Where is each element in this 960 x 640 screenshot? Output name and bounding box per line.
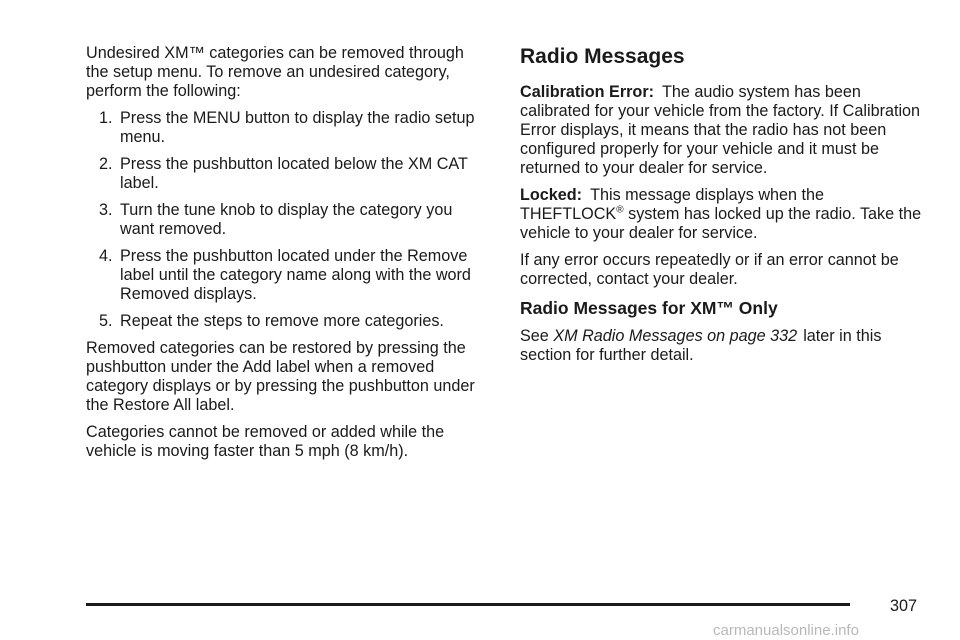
calibration-term: Calibration Error: [520, 83, 655, 101]
step-text: Repeat the steps to remove more categories. [120, 312, 444, 330]
intro-paragraph: Undesired XM™ categories can be removed through the setup menu. To remove an undesired category, perform the following: [86, 44, 464, 100]
step-number: 4. [99, 247, 113, 265]
removal-steps-list [86, 109, 486, 331]
step-item [86, 155, 486, 193]
step-text: Press the pushbutton located below the XM CAT label. [120, 155, 468, 192]
step-text: Turn the tune knob to display the category you want removed. [120, 201, 453, 238]
restore-paragraph: Removed categories can be restored by pressing the pushbutton under the Add label when a removed category displays or by pressing the pushbutton under the Restore All label. [86, 339, 475, 414]
subsection-title: Radio Messages for XM™ Only [520, 298, 778, 318]
left-column [86, 44, 486, 469]
xm-only-paragraph [520, 327, 925, 365]
locked-term: Locked: [520, 186, 583, 204]
step-item [86, 201, 486, 239]
step-number: 5. [99, 312, 113, 330]
step-item [86, 247, 486, 304]
calibration-paragraph [520, 83, 925, 178]
step-number: 2. [99, 155, 113, 173]
registered-mark: ® [616, 204, 624, 216]
cross-reference-link[interactable]: XM Radio Messages on page 332 [553, 327, 798, 345]
repeat-error-paragraph: If any error occurs repeatedly or if an error cannot be corrected, contact your dealer. [520, 251, 899, 288]
section-title: Radio Messages [520, 45, 685, 68]
step-item [86, 312, 486, 331]
see-text: See [520, 327, 549, 345]
step-text: Press the pushbutton located under the Remove label until the category name along with the word Removed displays. [120, 247, 471, 303]
moving-paragraph: Categories cannot be removed or added while the vehicle is moving faster than 5 mph (8 km/h). [86, 423, 445, 460]
locked-text-after: system has locked up the radio. Take the vehicle to your dealer for service. [520, 205, 922, 242]
step-text: Press the MENU button to display the radio setup menu. [120, 109, 475, 146]
step-number: 1. [99, 109, 113, 127]
step-item [86, 109, 486, 147]
right-column [520, 44, 925, 373]
page-number: 307 [890, 597, 918, 615]
locked-paragraph [520, 186, 925, 243]
watermark: carmanualsonline.info [713, 622, 859, 639]
locked-text-before: This message displays when the THEFTLOCK [520, 186, 825, 223]
xm-only-after-text: later in this section for further detail. [520, 327, 882, 364]
calibration-text: The audio system has been calibrated for your vehicle from the factory. If Calibration Error displays, it means that the radio has not been configured properly for your vehicle and it must be returned to your dealer for service. [520, 83, 921, 177]
footer-rule [86, 603, 850, 606]
step-number: 3. [99, 201, 113, 219]
